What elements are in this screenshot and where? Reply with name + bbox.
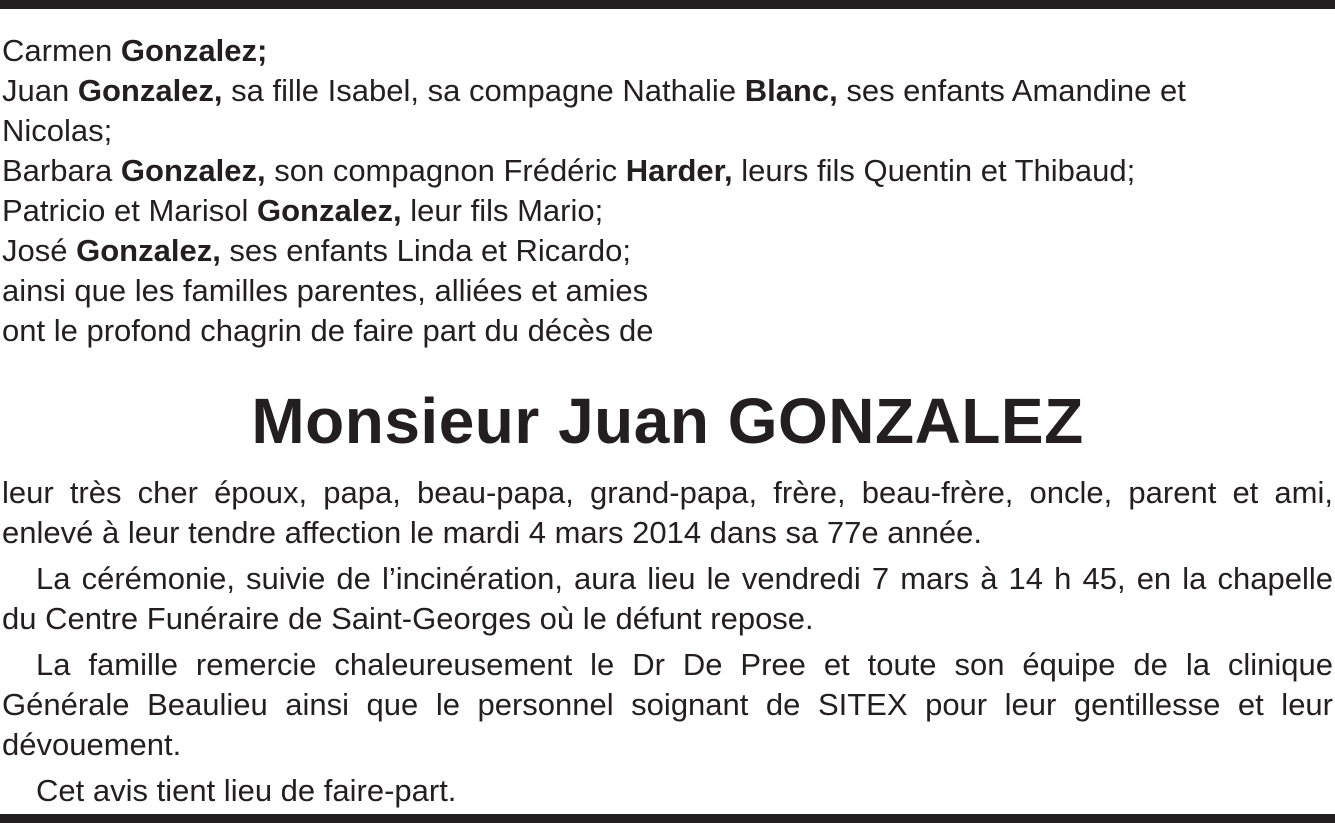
- family-line: [2, 271, 1333, 311]
- family-text: Carmen: [2, 33, 121, 68]
- family-line: [2, 231, 1333, 271]
- family-text: leurs fils Quentin et Thibaud;: [732, 153, 1136, 188]
- family-list: [2, 31, 1333, 351]
- family-line: [2, 31, 1333, 71]
- family-text: Nicolas;: [2, 113, 113, 148]
- family-text: José: [2, 233, 77, 268]
- surname: Gonzalez,: [76, 233, 221, 268]
- ceremony-paragraph: La cérémonie, suivie de l’incinération, aura lieu le vendredi 7 mars à 14 h 45, en la chapelle du Centre Funéraire de Saint-Georges où le défunt repose.: [2, 561, 1333, 636]
- family-text: ont le profond chagrin de faire part du décès de: [2, 313, 654, 348]
- family-text: Patricio et Marisol: [2, 193, 257, 228]
- family-line: [2, 151, 1333, 191]
- closing-paragraph: Cet avis tient lieu de faire-part.: [36, 773, 457, 808]
- family-text: ses enfants Amandine et: [837, 73, 1186, 108]
- surname: Harder,: [625, 153, 733, 188]
- surname: Gonzalez,: [120, 153, 266, 188]
- family-text: ses enfants Linda et Ricardo;: [220, 233, 631, 268]
- family-text: Barbara: [2, 153, 121, 188]
- thanks-paragraph: La famille remercie chaleureusement le Dr De Pree et toute son équipe de la clinique Générale Beaulieu ainsi que le personnel soignant de SITEX pour leur gentillesse et leur dévouement.: [2, 647, 1333, 762]
- family-line: [2, 311, 1333, 351]
- family-line: [2, 71, 1333, 111]
- family-text: Juan: [2, 73, 78, 108]
- family-text: son compagnon Frédéric: [265, 153, 626, 188]
- family-text: ainsi que les familles parentes, alliées et amies: [2, 273, 649, 308]
- surname: Blanc,: [744, 73, 838, 108]
- family-text: sa fille Isabel, sa compagne Nathalie: [222, 73, 745, 108]
- top-rule: [0, 0, 1335, 9]
- bottom-rule: [0, 814, 1335, 823]
- tribute-paragraph: leur très cher époux, papa, beau-papa, grand-papa, frère, beau-frère, oncle, parent et ami, enlevé à leur tendre affection le mardi 4 mars 2014 dans sa 77e année.: [2, 475, 1333, 550]
- family-line: [2, 111, 1333, 151]
- family-text: leur fils Mario;: [401, 193, 604, 228]
- obituary-notice: [2, 31, 1333, 811]
- surname: Gonzalez;: [120, 33, 268, 68]
- surname: Gonzalez,: [256, 193, 402, 228]
- family-line: [2, 191, 1333, 231]
- deceased-name: Monsieur Juan GONZALEZ: [251, 385, 1084, 457]
- surname: Gonzalez,: [77, 73, 223, 108]
